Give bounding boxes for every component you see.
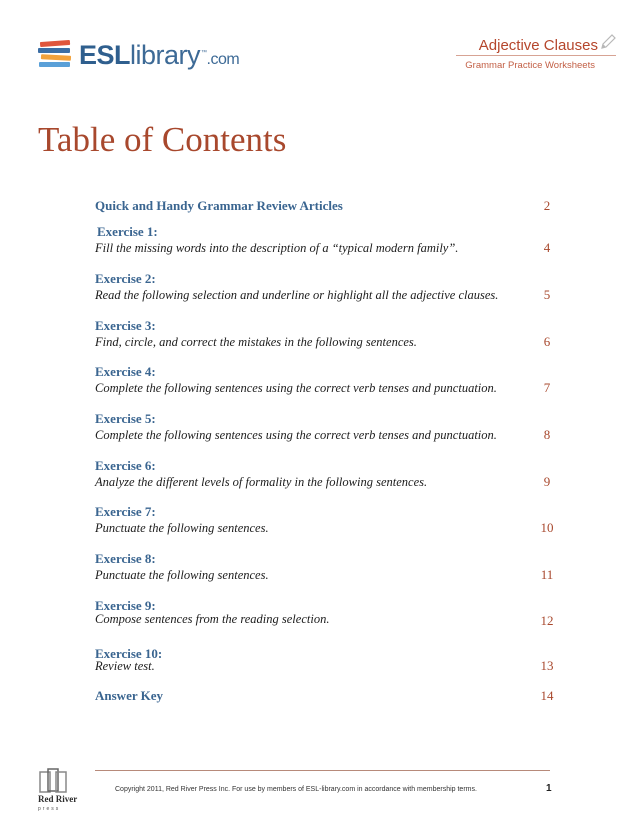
- toc-entry-label: Exercise 8:: [95, 551, 156, 566]
- logo-esl-text: ESL: [79, 40, 131, 70]
- worksheet-subtitle: Grammar Practice Worksheets: [465, 60, 595, 71]
- toc-entry-label: Exercise 4:: [95, 364, 156, 379]
- publisher-name: Red River: [38, 794, 78, 804]
- toc-entry-exercise-9[interactable]: [95, 598, 554, 628]
- toc-entry-description: Fill the missing words into the description of a “typical modern family”.: [95, 241, 459, 255]
- toc-entry-exercise-8[interactable]: [95, 551, 554, 583]
- header-divider: [456, 55, 616, 56]
- toc-entry-description: Read the following selection and underline or highlight all the adjective clauses.: [95, 288, 499, 302]
- footer-divider: [95, 770, 550, 771]
- toc-entry-exercise-7[interactable]: [95, 504, 554, 536]
- toc-entry-page: 14: [540, 688, 554, 703]
- page-number: 1: [546, 783, 552, 794]
- toc-entry-page: 7: [543, 380, 551, 395]
- toc-entry-exercise-10[interactable]: [95, 646, 554, 674]
- logo-trademark: ™: [201, 50, 207, 56]
- toc-entry-exercise-2[interactable]: [95, 271, 551, 303]
- toc-entry-description: Compose sentences from the reading selection.: [95, 612, 330, 626]
- esl-library-logo: [38, 36, 238, 72]
- toc-entry-description: Complete the following sentences using the correct verb tenses and punctuation.: [95, 381, 497, 395]
- toc-entry-label: Exercise 9:: [95, 598, 156, 613]
- toc-entry-label: Exercise 7:: [95, 504, 156, 519]
- toc-entry-description: Punctuate the following sentences.: [95, 568, 269, 582]
- toc-entry-description: Find, circle, and correct the mistakes in the following sentences.: [95, 335, 417, 349]
- logo-com-text: .com: [206, 51, 240, 68]
- page-title: Table of Contents: [38, 120, 287, 159]
- toc-entry-page: 5: [543, 287, 551, 302]
- toc-entry-exercise-4[interactable]: [95, 364, 551, 396]
- toc-entry-page: 12: [540, 613, 554, 628]
- toc-entry-label: Quick and Handy Grammar Review Articles: [95, 198, 343, 213]
- copyright-text: Copyright 2011, Red River Press Inc. For use by members of ESL-library.com in accordance with membership terms.: [115, 786, 477, 793]
- toc-entry-description: Complete the following sentences using the correct verb tenses and punctuation.: [95, 428, 497, 442]
- toc-entry-label: Exercise 1:: [97, 224, 158, 239]
- books-icon: [38, 38, 74, 70]
- toc-entry-page: 13: [540, 658, 554, 673]
- toc-entry-description: Analyze the different levels of formality in the following sentences.: [95, 475, 428, 489]
- toc-entry-page: 6: [543, 334, 551, 349]
- toc-entry-page: 4: [543, 240, 551, 255]
- toc-entry-page: 2: [543, 198, 551, 213]
- toc-entry-label: Exercise 10:: [95, 646, 163, 661]
- toc-entry-description: Review test.: [95, 659, 155, 673]
- toc-entry-answer-key[interactable]: [95, 688, 554, 704]
- toc-entry-exercise-6[interactable]: [95, 458, 551, 490]
- worksheet-title: Adjective Clauses: [478, 37, 598, 54]
- toc-entry-label: Exercise 6:: [95, 458, 156, 473]
- publisher-sub: press: [38, 806, 61, 812]
- toc-entry-page: 11: [540, 567, 554, 582]
- toc-entry-description: Punctuate the following sentences.: [95, 521, 269, 535]
- toc-entry-exercise-5[interactable]: [95, 411, 551, 443]
- toc-entry-exercise-3[interactable]: [95, 318, 551, 350]
- toc-entry-page: 10: [540, 520, 554, 535]
- toc-entry-review-articles[interactable]: [95, 198, 551, 214]
- pencil-icon: [599, 33, 617, 51]
- logo-library-text: library: [130, 40, 201, 70]
- toc-entry-page: 8: [543, 427, 551, 442]
- toc-entry-label: Exercise 2:: [95, 271, 156, 286]
- toc-entry-exercise-1[interactable]: [95, 224, 551, 256]
- toc-entry-page: 9: [543, 474, 551, 489]
- toc-entry-label: Answer Key: [95, 688, 164, 703]
- toc-entry-label: Exercise 3:: [95, 318, 156, 333]
- toc-entry-label: Exercise 5:: [95, 411, 156, 426]
